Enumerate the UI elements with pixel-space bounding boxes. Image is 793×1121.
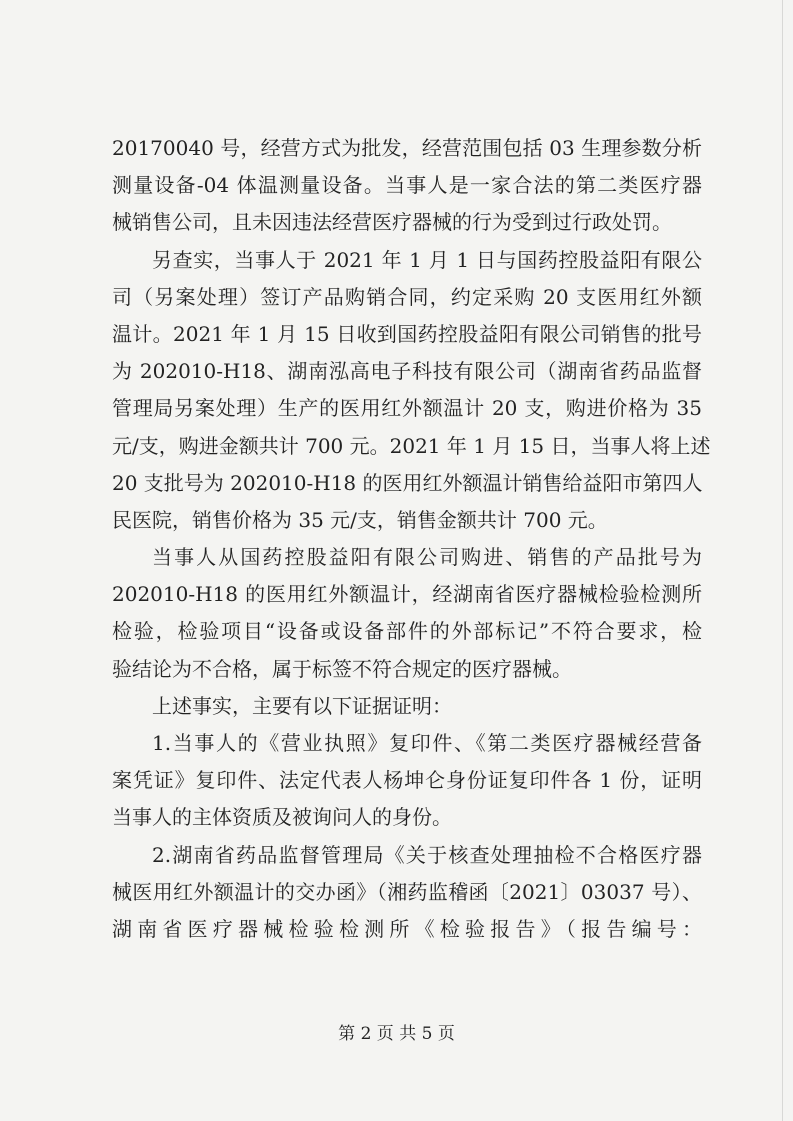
body-line: 械销售公司，且未因违法经营医疗器械的行为受到过行政处罚。 bbox=[112, 210, 672, 235]
body-line: 20 支批号为 202010-H18 的医用红外额温计销售给益阳市第四人 bbox=[112, 470, 703, 495]
document-body bbox=[112, 130, 711, 948]
body-line: 202010-H18 的医用红外额温计，经湖南省医疗器械检验检测所 bbox=[112, 582, 702, 607]
body-line: 为 202010-H18、湖南泓高电子科技有限公司（湖南省药品监督 bbox=[112, 359, 702, 384]
body-line: 上述事实，主要有以下证据证明： bbox=[152, 693, 452, 718]
body-line: 当事人从国药控股益阳有限公司购进、销售的产品批号为 bbox=[152, 545, 702, 570]
body-line: 司（另案处理）签订产品购销合同，约定采购 20 支医用红外额 bbox=[112, 284, 702, 309]
scan-edge-line bbox=[782, 0, 783, 1121]
body-line: 20170040 号，经营方式为批发，经营范围包括 03 生理参数分析 bbox=[112, 136, 702, 160]
body-line: 管理局另案处理）生产的医用红外额温计 20 支，购进价格为 35 bbox=[112, 396, 702, 421]
body-line: 元/支，购进金额共计 700 元。2021 年 1 月 15 日，当事人将上述 bbox=[112, 433, 711, 458]
body-line: 械医用红外额温计的交办函》（湘药监稽函〔2021〕03037 号）、 bbox=[112, 879, 702, 904]
body-line: 当事人的主体资质及被询问人的身份。 bbox=[112, 805, 452, 830]
body-line: 1.当事人的《营业执照》复印件、《第二类医疗器械经营备 bbox=[152, 731, 702, 755]
body-line: 案凭证》复印件、法定代表人杨坤仑身份证复印件各 1 份，证明 bbox=[112, 768, 702, 793]
body-line: 另查实，当事人于 2021 年 1 月 1 日与国药控股益阳有限公 bbox=[152, 247, 702, 272]
body-line: 验结论为不合格，属于标签不符合规定的医疗器械。 bbox=[112, 656, 572, 681]
body-line: 检验，检验项目“设备或设备部件的外部标记”不符合要求，检 bbox=[112, 619, 702, 644]
body-line: 民医院，销售价格为 35 元/支，销售金额共计 700 元。 bbox=[112, 507, 608, 532]
page-number-footer: 第 2 页 共 5 页 bbox=[338, 1024, 455, 1044]
body-line: 温计。2021 年 1 月 15 日收到国药控股益阳有限公司销售的批号 bbox=[112, 321, 702, 346]
body-line: 湖南省医疗器械检验检测所《检验报告》（报告编号： bbox=[112, 916, 702, 941]
body-line: 2.湖南省药品监督管理局《关于核查处理抽检不合格医疗器 bbox=[152, 842, 702, 867]
body-line: 测量设备-04 体温测量设备。当事人是一家合法的第二类医疗器 bbox=[112, 173, 702, 198]
